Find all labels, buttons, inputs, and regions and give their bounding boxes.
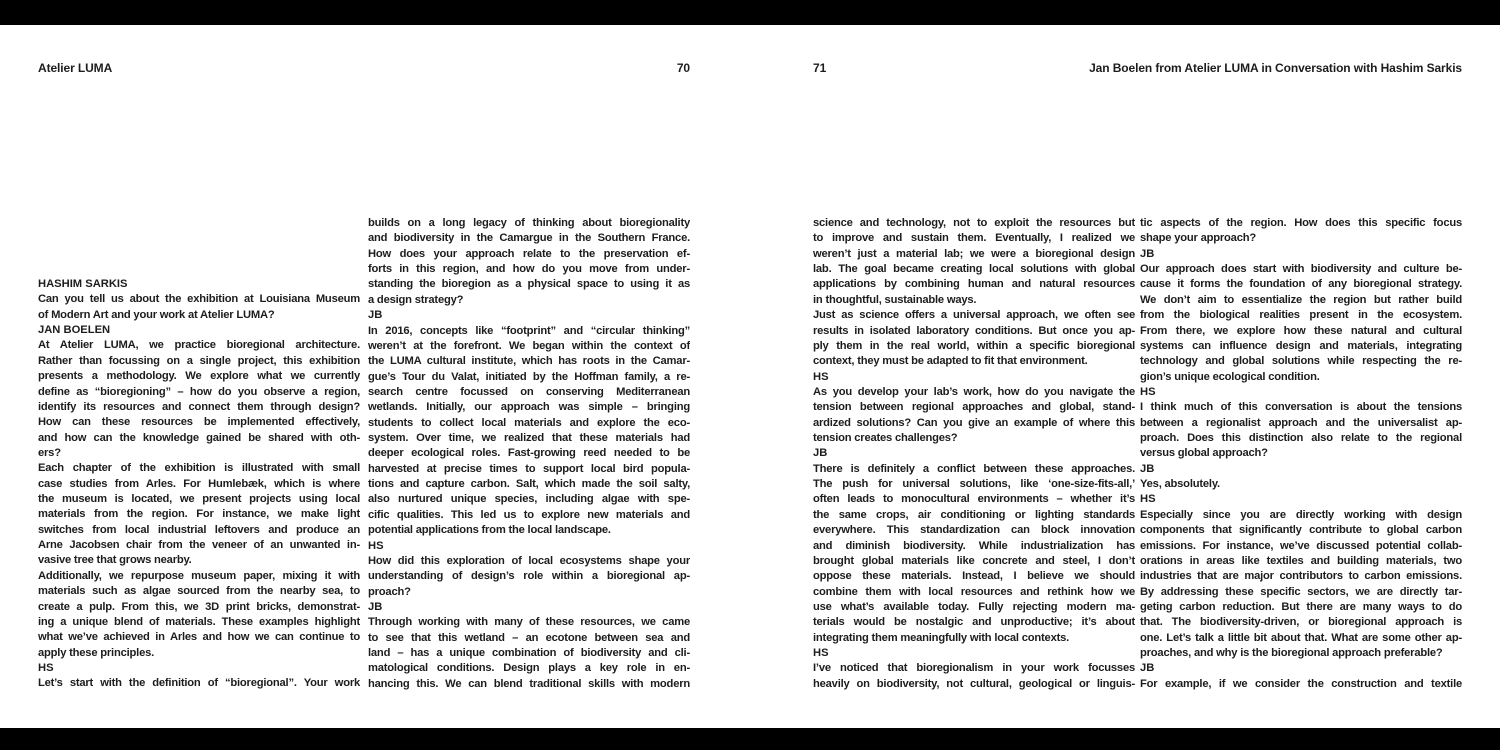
text-line: tions and capture carbon. Salt, which made the soil salty, bbox=[368, 478, 690, 491]
speaker-label: JB bbox=[1140, 247, 1155, 260]
text-line: search centre focussed on conserving Mediterranean bbox=[368, 385, 690, 398]
text-line: From there, we explore how these natural and cultural bbox=[1140, 324, 1462, 337]
text-line: to improve and sustain them. Eventually, I realized we bbox=[813, 232, 1135, 245]
text-line: from the biological realities present in the ecosystem. bbox=[1140, 309, 1462, 322]
text-line: industries that are major contributors to carbon emissions. bbox=[1140, 570, 1462, 583]
text-line: between a regionalist approach and the universalist ap- bbox=[1140, 416, 1462, 429]
text-line: Each chapter of the exhibition is illustrated with small bbox=[38, 462, 360, 475]
letterbox-bar-top bbox=[0, 0, 1500, 25]
speaker-label: JB bbox=[1140, 462, 1155, 475]
text-line: shape your approach? bbox=[1140, 232, 1256, 245]
text-line: brought global materials like concrete and steel, I don’t bbox=[813, 554, 1135, 567]
text-line: apply these principles. bbox=[38, 646, 155, 659]
speaker-label: JB bbox=[368, 600, 383, 613]
text-line: matological conditions. Design plays a key role in en- bbox=[368, 662, 690, 675]
text-line: create a pulp. From this, we 3D print bricks, demonstrat- bbox=[38, 600, 360, 613]
speaker-label: JB bbox=[368, 309, 383, 322]
text-line: gion’s unique ecological condition. bbox=[1140, 370, 1320, 383]
speaker-label: JAN BOELEN bbox=[38, 324, 111, 337]
running-head-right: Jan Boelen from Atelier LUMA in Conversation with Hashim Sarkis bbox=[1089, 61, 1462, 75]
text-line: weren’t just a material lab; we were a bioregional design bbox=[813, 247, 1135, 260]
text-line: There is definitely a conflict between these approaches. bbox=[813, 462, 1135, 475]
text-line: Let’s start with the definition of “bioregional”. Your work bbox=[38, 677, 360, 690]
text-line: proaches, and why is the bioregional approach preferable? bbox=[1140, 647, 1443, 660]
speaker-label: HS bbox=[813, 647, 829, 660]
text-line: The push for universal solutions, like ‘one-size-fits-all,’ bbox=[813, 478, 1135, 491]
speaker-label: HASHIM SARKIS bbox=[38, 278, 128, 290]
text-line: system. Over time, we realized that these materials had bbox=[368, 432, 690, 445]
text-line: context, they must be adapted to fit that environment. bbox=[813, 355, 1088, 368]
left-page-column-1 bbox=[38, 277, 360, 692]
text-line: and biodiversity in the Camargue in the Southern France. bbox=[368, 232, 690, 245]
text-line: Yes, absolutely. bbox=[1140, 478, 1220, 491]
text-line: How can these resources be implemented effectively, bbox=[38, 416, 360, 429]
text-line: and diminish biodiversity. While industrialization has bbox=[813, 539, 1135, 552]
speaker-label: HS bbox=[813, 370, 829, 383]
text-line: ardized solutions? Can you give an example of where this bbox=[813, 416, 1135, 429]
text-line: integrating them meaningfully with local contexts. bbox=[813, 631, 1070, 644]
text-line: forts in this region, and how do you move from under- bbox=[368, 263, 690, 276]
text-line: also nurtured unique species, including algae with spe- bbox=[368, 493, 690, 506]
text-line: tension between regional approaches and global, stand- bbox=[813, 401, 1135, 414]
text-line: ers? bbox=[38, 446, 61, 459]
text-line: gue’s Tour du Valat, initiated by the Hoffman family, a re- bbox=[368, 370, 690, 383]
page-number-left: 70 bbox=[676, 61, 690, 75]
text-line: I think much of this conversation is about the tensions bbox=[1140, 401, 1462, 414]
text-line: cific qualities. This led us to explore new materials and bbox=[368, 508, 690, 521]
text-line: a design strategy? bbox=[368, 293, 464, 306]
text-line: We don’t aim to essentialize the region but rather build bbox=[1140, 293, 1462, 306]
text-line: combine them with local resources and rethink how we bbox=[813, 585, 1135, 598]
text-line: Rather than focussing on a single project, this exhibition bbox=[38, 354, 360, 367]
text-line: land – has a unique combination of biodiversity and cli- bbox=[368, 647, 690, 660]
text-line: lab. The goal became creating local solutions with global bbox=[813, 263, 1135, 276]
page-paper bbox=[0, 25, 1500, 728]
text-line: In 2016, concepts like “footprint” and “circular thinking” bbox=[368, 324, 690, 337]
text-line: often leads to monocultural environments – whether it’s bbox=[813, 493, 1135, 506]
text-line: heavily on biodiversity, not cultural, geological or linguis- bbox=[813, 677, 1135, 690]
text-line: geting carbon reduction. But there are many ways to do bbox=[1140, 600, 1462, 613]
text-line: tic aspects of the region. How does this specific focus bbox=[1140, 217, 1462, 229]
right-page-column-1 bbox=[813, 216, 1135, 692]
text-line: materials such as algae sourced from the nearby sea, to bbox=[38, 585, 360, 598]
text-line: use what’s available today. Fully rejecting modern ma- bbox=[813, 600, 1135, 613]
text-line: At Atelier LUMA, we practice bioregional architecture. bbox=[38, 339, 360, 352]
text-line: cause it forms the foundation of any bioregional strategy. bbox=[1140, 278, 1462, 291]
text-line: Especially since you are directly working with design bbox=[1140, 508, 1462, 521]
speaker-label: HS bbox=[1140, 385, 1156, 398]
text-line: everywhere. This standardization can block innovation bbox=[813, 524, 1135, 537]
text-line: identify its resources and connect them through design? bbox=[38, 400, 360, 413]
speaker-label: JB bbox=[813, 447, 828, 460]
text-line: science and technology, not to exploit the resources but bbox=[813, 217, 1135, 229]
text-line: builds on a long legacy of thinking about bioregionality bbox=[368, 217, 690, 229]
text-line: Additionally, we repurpose museum paper, mixing it with bbox=[38, 569, 360, 582]
speaker-label: HS bbox=[1140, 493, 1156, 506]
text-line: standing the bioregion as a physical space to using it as bbox=[368, 278, 690, 291]
text-line: one. Let’s talk a little bit about that. What are some other ap- bbox=[1140, 631, 1462, 644]
text-line: define as “bioregioning” – how do you observe a region, bbox=[38, 385, 360, 398]
text-line: Our approach does start with biodiversity and culture be- bbox=[1140, 263, 1462, 276]
text-line: Arne Jacobsen chair from the veneer of an unwanted in- bbox=[38, 539, 360, 552]
right-page-column-2 bbox=[1140, 216, 1462, 692]
text-line: technology and global solutions while respecting the re- bbox=[1140, 355, 1462, 368]
text-line: ing a unique blend of materials. These examples highlight bbox=[38, 615, 360, 628]
text-line: the museum is located, we present projects using local bbox=[38, 493, 360, 506]
text-line: tension creates challenges? bbox=[813, 432, 958, 445]
letterbox-bar-bottom bbox=[0, 728, 1500, 750]
text-line: proach. Does this distinction also relate to the regional bbox=[1140, 432, 1462, 445]
speaker-label: HS bbox=[38, 661, 54, 674]
text-line: For example, if we consider the construction and textile bbox=[1140, 677, 1462, 690]
text-line: weren’t at the forefront. We began within the context of bbox=[368, 339, 690, 352]
text-line: students to collect local materials and explore the eco- bbox=[368, 416, 690, 429]
left-page-column-2 bbox=[368, 216, 690, 692]
text-line: Just as science offers a universal approach, we often see bbox=[813, 309, 1135, 322]
text-line: As you develop your lab’s work, how do you navigate the bbox=[813, 385, 1135, 398]
text-line: the same crops, air conditioning or lighting standards bbox=[813, 508, 1135, 521]
text-line: switches from local industrial leftovers and produce an bbox=[38, 523, 360, 536]
running-head-left: Atelier LUMA bbox=[38, 61, 113, 75]
text-line: components that significantly contribute to global carbon bbox=[1140, 524, 1462, 537]
text-line: proach? bbox=[368, 585, 411, 598]
text-line: deeper ecological roles. Fast-growing reed needed to be bbox=[368, 447, 690, 460]
text-line: what we’ve achieved in Arles and how we can continue to bbox=[38, 631, 360, 644]
text-line: I’ve noticed that bioregionalism in your work focusses bbox=[813, 662, 1135, 675]
text-line: hancing this. We can blend traditional skills with modern bbox=[368, 677, 690, 690]
text-line: the LUMA cultural institute, which has roots in the Camar- bbox=[368, 355, 690, 368]
text-line: versus global approach? bbox=[1140, 447, 1268, 460]
text-line: vasive tree that grows nearby. bbox=[38, 554, 192, 567]
text-line: materials from the region. For instance, we make light bbox=[38, 508, 360, 521]
text-line: How does your approach relate to the preservation ef- bbox=[368, 247, 690, 260]
text-line: case studies from Arles. For Humlebæk, which is where bbox=[38, 477, 360, 490]
text-line: systems can influence design and materials, integrating bbox=[1140, 339, 1462, 352]
text-line: harvested at precise times to support local bird popula- bbox=[368, 462, 690, 475]
speaker-label: HS bbox=[368, 539, 384, 552]
text-line: By addressing these specific sectors, we are directly tar- bbox=[1140, 585, 1462, 598]
text-line: oppose these materials. Instead, I believe we should bbox=[813, 570, 1135, 583]
text-line: Through working with many of these resources, we came bbox=[368, 616, 690, 629]
text-line: that. The biodiversity-driven, or bioregional approach is bbox=[1140, 616, 1462, 629]
text-line: terials would be nostalgic and unproductive; it’s about bbox=[813, 616, 1135, 629]
text-line: understanding of design’s role within a bioregional ap- bbox=[368, 570, 690, 583]
text-line: in thoughtful, sustainable ways. bbox=[813, 293, 977, 306]
text-line: to see that this wetland – an ecotone between sea and bbox=[368, 631, 690, 644]
text-line: of Modern Art and your work at Atelier LUMA? bbox=[38, 308, 275, 321]
text-line: emissions. For instance, we’ve discussed potential collab- bbox=[1140, 539, 1462, 552]
text-line: orations in areas like textiles and building materials, two bbox=[1140, 554, 1462, 567]
text-line: wetlands. Initially, our approach was simple – bringing bbox=[368, 401, 690, 414]
text-line: How did this exploration of local ecosystems shape your bbox=[368, 554, 690, 567]
page-number-right: 71 bbox=[813, 61, 827, 75]
text-line: potential applications from the local landscape. bbox=[368, 524, 611, 537]
speaker-label: JB bbox=[1140, 662, 1155, 675]
text-line: Can you tell us about the exhibition at Louisiana Museum bbox=[38, 293, 360, 306]
text-line: applications by combining human and natural resources bbox=[813, 278, 1135, 291]
text-line: presents a methodology. We explore what we currently bbox=[38, 370, 360, 383]
text-line: results in isolated laboratory conditions. But once you ap- bbox=[813, 324, 1135, 337]
text-line: and how can the knowledge gained be shared with oth- bbox=[38, 431, 360, 444]
text-line: ply them in the real world, within a specific bioregional bbox=[813, 339, 1135, 352]
